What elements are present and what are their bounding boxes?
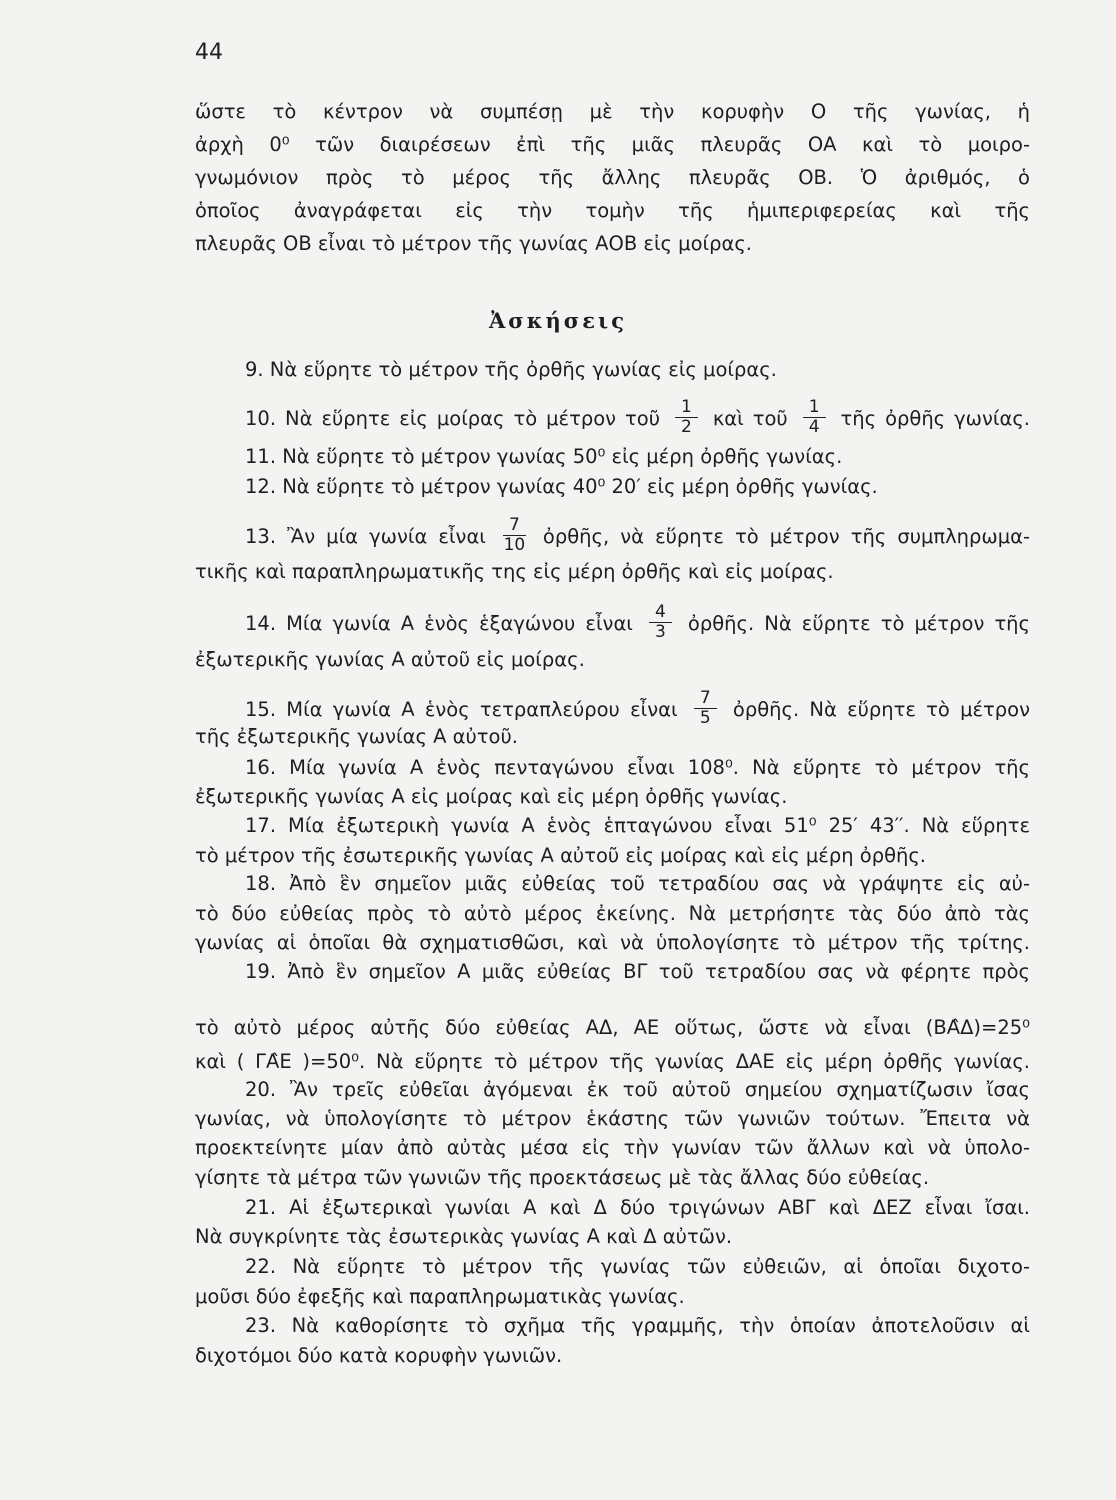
- section-heading: Ἀσκήσεις: [489, 308, 627, 333]
- text-segment: 21. Αἱ ἐξωτερικαὶ γωνίαι Α καὶ Δ δύο τριγώνων ΑΒΓ καὶ ΔΕΖ εἶναι ἴσαι.: [245, 1196, 1030, 1219]
- text-line: [195, 1016, 1030, 1040]
- text-segment: 10. Νὰ εὕρητε εἰς μοίρας τὸ μέτρον τοῦ: [245, 407, 660, 430]
- fraction-denominator: 3: [655, 622, 666, 642]
- text-line: [195, 1166, 1030, 1190]
- page-number: 44: [195, 40, 223, 65]
- text-segment: 15. Μία γωνία Α ἑνὸς τετραπλεύρου εἶναι: [245, 698, 678, 721]
- text-segment: καὶ ( ΓΑ̂Ε )=50⁰. Νὰ εὕρητε τὸ μέτρον τῆς γωνίας ΔΑΕ εἰς μέρη ὀρθῆς γωνίας.: [195, 1050, 1030, 1073]
- text-line: [195, 785, 1030, 809]
- text-segment: 23. Νὰ καθορίσητε τὸ σχῆμα τῆς γραμμῆς, τὴν ὁποίαν ἀποτελοῦσιν αἱ: [245, 1314, 1030, 1337]
- fraction: [694, 689, 717, 728]
- fraction: [503, 516, 526, 555]
- text-line: [195, 1107, 1030, 1131]
- text-line: [195, 1285, 1030, 1309]
- fraction-denominator: 2: [680, 417, 692, 437]
- exercise-start-line: [245, 1314, 1030, 1338]
- text-segment: γωνίας, νὰ ὑπολογίσητε τὸ μέτρον ἑκάστης τῶν γωνιῶν τούτων. Ἔπειτα νὰ: [195, 1107, 1030, 1130]
- exercise-start-line: [245, 397, 1030, 439]
- text-line: ὁποῖος ἀναγράφεται εἰς τὴν τομὴν τῆς ἡμιπεριφερείας καὶ τῆς: [195, 199, 1030, 222]
- text-segment: τὸ αὐτὸ μέρος αὐτῆς δύο εὐθείας ΑΔ, ΑΕ οὕτως, ὥστε νὰ εἶναι (ΒΑ̂Δ)=25⁰: [195, 1016, 1030, 1039]
- text-line: γνωμόνιον πρὸς τὸ μέρος τῆς ἄλλης πλευρᾶς ΟΒ. Ὁ ἀριθμός, ὁ: [195, 166, 1030, 189]
- text-segment: 11. Νὰ εὕρητε τὸ μέτρον γωνίας 50⁰ εἰς μέρη ὀρθῆς γωνίας.: [245, 445, 843, 468]
- text-segment: τὸ δύο εὐθείας πρὸς τὸ αὐτὸ μέρος ἐκείνης. Νὰ μετρήσητε τὰς δύο ἀπὸ τὰς: [195, 902, 1030, 925]
- text-segment: 17. Μία ἐξωτερικὴ γωνία Α ἑνὸς ἑπταγώνου εἶναι 51⁰ 25′ 43′′. Νὰ εὕρητε: [245, 814, 1030, 837]
- text-segment: 12. Νὰ εὕρητε τὸ μέτρον γωνίας 40⁰ 20′ εἰς μέρη ὀρθῆς γωνίας.: [245, 475, 878, 498]
- text-line: [195, 1225, 1030, 1249]
- fraction: [675, 398, 698, 437]
- exercise-start-line: [245, 872, 1030, 896]
- fraction-denominator: 4: [808, 417, 820, 437]
- text-line: [195, 1050, 1030, 1074]
- fraction-numerator: 1: [675, 398, 698, 418]
- text-line: [195, 1344, 1030, 1368]
- exercise-start-line: [245, 602, 1030, 644]
- text-segment: καὶ τοῦ: [712, 407, 788, 430]
- text-segment: 16. Μία γωνία Α ἑνὸς πενταγώνου εἶναι 108⁰. Νὰ εὕρητε τὸ μέτρον τῆς: [245, 756, 1030, 779]
- text-segment: 9. Νὰ εὕρητε τὸ μέτρον τῆς ὀρθῆς γωνίας εἰς μοίρας.: [245, 358, 777, 381]
- text-segment: 22. Νὰ εὕρητε τὸ μέτρον τῆς γωνίας τῶν εὐθειῶν, αἱ ὁποῖαι διχοτο-: [245, 1255, 1030, 1278]
- exercise-start-line: [245, 475, 1030, 499]
- exercise-start-line: [245, 515, 1031, 557]
- text-segment: τικῆς καὶ παραπληρωματικῆς της εἰς μέρη ὀρθῆς καὶ εἰς μοίρας.: [195, 560, 834, 583]
- text-line: ἀρχὴ 0⁰ τῶν διαιρέσεων ἐπὶ τῆς μιᾶς πλευρᾶς ΟΑ καὶ τὸ μοιρο-: [195, 133, 1030, 156]
- text-line: πλευρᾶς ΟΒ εἶναι τὸ μέτρον τῆς γωνίας ΑΟΒ εἰς μοίρας.: [195, 232, 752, 255]
- text-segment: 19. Ἀπὸ ἓν σημεῖον Α μιᾶς εὐθείας ΒΓ τοῦ τετραδίου σας νὰ φέρητε πρὸς: [245, 960, 1030, 983]
- text-segment: 13. Ἂν μία γωνία εἶναι: [245, 525, 486, 548]
- text-segment: Νὰ συγκρίνητε τὰς ἐσωτερικὰς γωνίας Α καὶ Δ αὐτῶν.: [195, 1225, 733, 1248]
- text-segment: προεκτείνητε μίαν ἀπὸ αὐτὰς μέσα εἰς τὴν γωνίαν τῶν ἄλλων καὶ νὰ ὑπολο-: [195, 1136, 1030, 1159]
- text-line: [195, 844, 1030, 868]
- fraction-denominator: 10: [503, 535, 526, 555]
- fraction-denominator: 5: [699, 708, 711, 728]
- fraction-numerator: 7: [503, 516, 526, 536]
- text-line: [195, 931, 1030, 955]
- text-line: [195, 648, 1030, 672]
- text-segment: γίσητε τὰ μέτρα τῶν γωνιῶν τῆς προεκτάσεως μὲ τὰς ἄλλας δύο εὐθείας.: [195, 1166, 930, 1189]
- exercise-start-line: [245, 358, 1030, 382]
- exercise-start-line: [245, 1196, 1030, 1220]
- text-segment: μοῦσι δύο ἐφεξῆς καὶ παραπληρωματικὰς γωνίας.: [195, 1285, 685, 1308]
- exercise-start-line: [245, 1078, 1030, 1102]
- exercise-start-line: [245, 960, 1030, 984]
- fraction: [803, 398, 826, 437]
- fraction: [649, 603, 672, 642]
- text-segment: τῆς ἐξωτερικῆς γωνίας Α αὐτοῦ.: [195, 725, 518, 748]
- exercise-start-line: [245, 1255, 1030, 1279]
- text-line: [195, 1136, 1030, 1160]
- text-segment: 18. Ἀπὸ ἓν σημεῖον μιᾶς εὐθείας τοῦ τετραδίου σας νὰ γράψητε εἰς αὐ-: [245, 872, 1030, 895]
- text-segment: γωνίας αἱ ὁποῖαι θὰ σχηματισθῶσι, καὶ νὰ ὑπολογίσητε τὸ μέτρον τῆς τρίτης.: [195, 931, 1030, 954]
- text-line: ὥστε τὸ κέντρον νὰ συμπέσῃ μὲ τὴν κορυφὴν Ο τῆς γωνίας, ἡ: [195, 100, 1030, 123]
- text-segment: ὀρθῆς. Νὰ εὕρητε τὸ μέτρον: [732, 698, 1030, 721]
- fraction-numerator: 7: [694, 689, 717, 709]
- text-line: [195, 725, 1030, 749]
- exercise-start-line: [245, 814, 1030, 838]
- text-segment: 14. Μία γωνία Α ἑνὸς ἑξαγώνου εἶναι: [245, 612, 633, 635]
- fraction-numerator: 4: [649, 603, 672, 623]
- text-segment: τὸ μέτρον τῆς ἐσωτερικῆς γωνίας Α αὐτοῦ εἰς μοίρας καὶ εἰς μέρη ὀρθῆς.: [195, 844, 927, 867]
- text-segment: ὀρθῆς, νὰ εὕρητε τὸ μέτρον τῆς συμπληρωμα-: [542, 525, 1031, 548]
- text-line: [195, 902, 1030, 926]
- fraction-numerator: 1: [803, 398, 826, 418]
- text-line: [195, 560, 1030, 584]
- text-segment: ἐξωτερικῆς γωνίας Α αὐτοῦ εἰς μοίρας.: [195, 648, 585, 671]
- text-segment: ἐξωτερικῆς γωνίας Α εἰς μοίρας καὶ εἰς μέρη ὀρθῆς γωνίας.: [195, 785, 788, 808]
- text-segment: τῆς ὀρθῆς γωνίας.: [840, 407, 1030, 430]
- exercise-start-line: [245, 445, 1030, 469]
- text-segment: 20. Ἂν τρεῖς εὐθεῖαι ἀγόμεναι ἐκ τοῦ αὐτοῦ σημείου σχηματίζωσιν ἴσας: [245, 1078, 1030, 1101]
- text-segment: ὀρθῆς. Νὰ εὕρητε τὸ μέτρον τῆς: [687, 612, 1030, 635]
- text-segment: διχοτόμοι δύο κατὰ κορυφὴν γωνιῶν.: [195, 1344, 563, 1367]
- exercise-start-line: [245, 756, 1030, 780]
